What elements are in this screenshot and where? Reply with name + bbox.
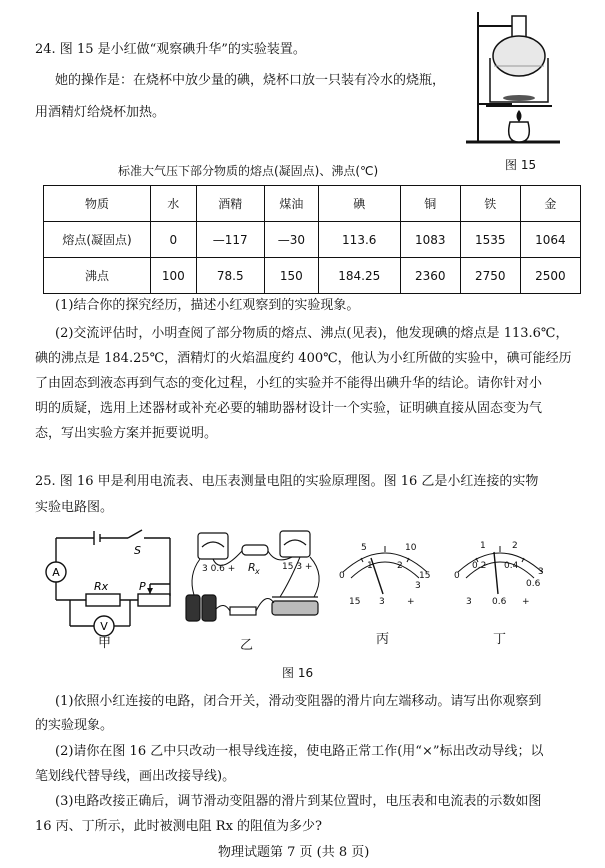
table-header-row: [44, 186, 581, 222]
sub-label-jia: 甲: [98, 636, 112, 651]
q24-part2-line4: 明的质疑，选用上述器材或补充必要的辅助器材设计一个实验，证明碘直接从固态变为气: [35, 401, 543, 416]
table-cell: —30: [264, 222, 318, 258]
table-cell: 0: [151, 222, 197, 258]
figure-15-label: 图 15: [505, 158, 537, 172]
table-cell: 113.6: [318, 222, 400, 258]
table-header-cell: 煤油: [264, 186, 318, 222]
amp-scale-top-0.2: 0.2: [472, 561, 487, 571]
q24-operation-line1: 她的操作是：在烧杯中放少量的碘，烧杯口放一只装有冷水的烧瓶，: [55, 73, 446, 88]
amp-terminal-0.6: 0.6: [492, 597, 507, 607]
table-row: [44, 258, 581, 294]
switch-label: S: [134, 544, 141, 557]
q24-title: 24. 图 15 是小红做“观察碘升华”的实验装置。: [35, 42, 306, 57]
rx-label: Rx: [94, 580, 109, 593]
q25-title-line2: 实验电路图。: [35, 500, 114, 515]
table-cell: 2360: [400, 258, 460, 294]
volt-terminal-plus: +: [407, 597, 415, 607]
table-row: [44, 222, 581, 258]
volt-scale-bottom-1: 1: [367, 561, 373, 571]
sub-label-yi: 乙: [240, 638, 254, 653]
q25-title-line1: 25. 图 16 甲是利用电流表、电压表测量电阻的实验原理图。图 16 乙是小红连接的实物: [35, 474, 539, 489]
figure-16-circuit-diagram: [30, 528, 178, 640]
table-header-cell: 金: [520, 186, 580, 222]
sub-label-bing: 丙: [376, 632, 390, 647]
figure-16-ammeter-dial: [450, 528, 550, 608]
melting-boiling-table: [43, 185, 581, 294]
table-cell: 184.25: [318, 258, 400, 294]
q24-part2-line1: (2)交流评估时，小明查阅了部分物质的熔点、沸点(见表)，他发现碘的熔点是 113.6℃，: [55, 326, 569, 341]
table-cell: 2750: [460, 258, 520, 294]
figure-16-voltmeter-dial: [335, 528, 435, 608]
figure-15-apparatus: [460, 6, 585, 148]
svg-text:3 0.6 +: 3 0.6 +: [202, 564, 236, 574]
q24-part2-line2: 碘的沸点是 184.25℃，酒精灯的火焰温度约 400℃，他认为小红所做的实验中，碘可能经历: [35, 351, 572, 366]
q25-part3-line1: (3)电路改接正确后，调节滑动变阻器的滑片到某位置时，电压表和电流表的示数如图: [55, 794, 542, 809]
amp-scale-bottom-0: 0: [454, 571, 460, 581]
table-cell: 沸点: [44, 258, 151, 294]
table-cell: 1083: [400, 222, 460, 258]
amp-scale-bottom-1: 1: [480, 541, 486, 551]
table-cell: 1064: [520, 222, 580, 258]
table-header-cell: 铜: [400, 186, 460, 222]
volt-scale-bottom-3: 3: [415, 581, 421, 591]
table-cell: 78.5: [196, 258, 264, 294]
table-cell: —117: [196, 222, 264, 258]
table-header-cell: 物质: [44, 186, 151, 222]
amp-scale-bottom-3: 3: [538, 567, 544, 577]
q25-part2-line2: 笔划线代替导线，画出改接导线)。: [35, 769, 236, 784]
volt-scale-bottom-0: 0: [339, 571, 345, 581]
amp-terminal-3: 3: [466, 597, 472, 607]
volt-scale-bottom-2: 2: [397, 561, 403, 571]
volt-scale-top-5: 5: [361, 543, 367, 553]
amp-scale-bottom-2: 2: [512, 541, 518, 551]
q24-part1: (1)结合你的探究经历，描述小红观察到的实验现象。: [55, 298, 360, 313]
table-cell: 1535: [460, 222, 520, 258]
amp-terminal-plus: +: [522, 597, 530, 607]
ammeter-label: A: [52, 566, 60, 579]
table-header-cell: 铁: [460, 186, 520, 222]
slider-p-label: P: [139, 580, 146, 593]
table-cell: 150: [264, 258, 318, 294]
table-cell: 熔点(凝固点): [44, 222, 151, 258]
page-footer: 物理试题第 7 页 (共 8 页): [218, 845, 370, 860]
volt-scale-end-15: 15: [419, 571, 431, 581]
q25-part1-line1: (1)依照小红连接的电路，闭合开关，滑动变阻器的滑片向左端移动。请写出你观察到: [55, 694, 542, 709]
voltmeter-label: V: [100, 620, 108, 633]
svg-text:x: x: [255, 567, 260, 576]
figure-16-label: 图 16: [282, 666, 314, 680]
q24-part2-line3: 了由固态到液态再到气态的变化过程，小红的实验并不能得出碘升华的结论。请你针对小: [35, 376, 543, 391]
amp-scale-top-0.4: 0.4: [504, 561, 519, 571]
table-cell: 2500: [520, 258, 580, 294]
volt-scale-top-10: 10: [405, 543, 417, 553]
volt-terminal-3: 3: [379, 597, 385, 607]
q25-part3-line2: 16 丙、丁所示，此时被测电阻 Rx 的阻值为多少?: [35, 819, 323, 834]
table-header-cell: 水: [151, 186, 197, 222]
volt-terminal-15: 15: [349, 597, 361, 607]
sub-label-ding: 丁: [493, 632, 507, 647]
table-header-cell: 酒精: [196, 186, 264, 222]
table-caption: 标准大气压下部分物质的熔点(凝固点)、沸点(℃): [118, 164, 379, 178]
q24-part2-line5: 态，写出实验方案并扼要说明。: [35, 426, 218, 441]
svg-text:R: R: [248, 561, 256, 574]
q25-part1-line2: 的实验现象。: [35, 718, 114, 733]
q24-operation-line2: 用酒精灯给烧杯加热。: [35, 105, 166, 120]
amp-scale-top-0.6: 0.6: [526, 579, 541, 589]
table-cell: 100: [151, 258, 197, 294]
q25-part2-line1: (2)请你在图 16 乙中只改动一根导线连接，使电路正常工作(用“×”标出改动导线；以: [55, 744, 544, 759]
svg-text:15 3 +: 15 3 +: [282, 562, 313, 572]
table-header-cell: 碘: [318, 186, 400, 222]
figure-16-physical-circuit: [180, 525, 330, 637]
